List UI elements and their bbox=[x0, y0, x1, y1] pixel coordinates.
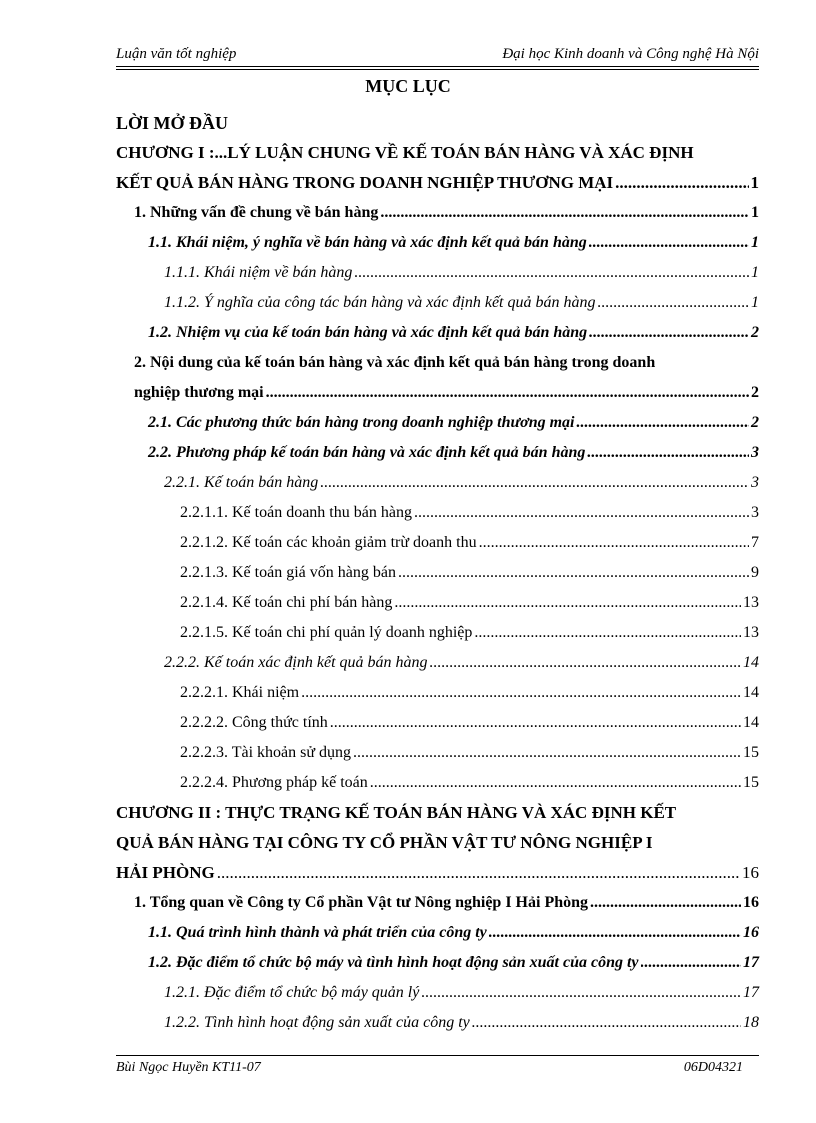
page-number: 16 bbox=[743, 894, 759, 911]
toc-section-2-2-2-1[interactable]: 2.2.2.1. Khái niệm ..... 14 bbox=[116, 678, 759, 708]
toc-section-2-2-2[interactable]: 2.2.2. Kế toán xác định kết quả bán hàng ..... 14 bbox=[116, 648, 759, 678]
dot-leader bbox=[587, 438, 749, 468]
dot-leader bbox=[598, 288, 750, 318]
dot-leader bbox=[354, 258, 749, 288]
toc-section-2-2-1-1[interactable]: 2.2.1.1. Kế toán doanh thu bán hàng ..... 3 bbox=[116, 498, 759, 528]
dot-leader bbox=[576, 408, 749, 438]
page-number: 15 bbox=[743, 744, 759, 761]
page-footer bbox=[116, 1060, 759, 1082]
dot-leader bbox=[380, 198, 749, 228]
toc-ch2-section-1-2[interactable]: 1.2. Đặc điểm tổ chức bộ máy và tình hình hoạt động sản xuất của công ty ..... 17 bbox=[116, 948, 759, 978]
toc-chapter-2-title-cont[interactable]: QUẢ BÁN HÀNG TẠI CÔNG TY CỔ PHẦN VẬT TƯ NÔNG NGHIỆP I bbox=[116, 833, 653, 852]
page-number: 17 bbox=[743, 984, 759, 1001]
page-number: 14 bbox=[743, 684, 759, 701]
toc-section-2[interactable]: 2. Nội dung của kế toán bán hàng và xác định kết quả bán hàng trong doanh bbox=[134, 354, 656, 371]
page-header bbox=[116, 44, 759, 68]
footer-student-id: 06D04321 bbox=[683, 1060, 743, 1075]
footer-rule bbox=[116, 1055, 759, 1056]
page-title: MỤC LỤC bbox=[365, 76, 451, 96]
header-left: Luận văn tốt nghiệp bbox=[116, 46, 237, 62]
toc-ch2-section-1[interactable]: 1. Tổng quan về Công ty Cổ phần Vật tư Nông nghiệp I Hải Phòng ..... 16 bbox=[116, 888, 759, 918]
dot-leader bbox=[472, 1008, 741, 1038]
page-number: 16 bbox=[743, 924, 759, 941]
dot-leader bbox=[217, 858, 740, 888]
toc-chapter-1-title-cont[interactable]: KẾT QUẢ BÁN HÀNG TRONG DOANH NGHIỆP THƯƠNG MẠI ..... 1 bbox=[116, 168, 759, 198]
toc-section-2-2-2-2[interactable]: 2.2.2.2. Công thức tính ..... 14 bbox=[116, 708, 759, 738]
dot-leader bbox=[589, 318, 749, 348]
page-number: 13 bbox=[743, 594, 759, 611]
page-number: 3 bbox=[751, 444, 759, 461]
toc-section-1-1[interactable]: 1.1. Khái niệm, ý nghĩa về bán hàng và xác định kết quả bán hàng ..... 1 bbox=[116, 228, 759, 258]
toc-section-2-2-1-4[interactable]: 2.2.1.4. Kế toán chi phí bán hàng ..... 13 bbox=[116, 588, 759, 618]
dot-leader bbox=[479, 528, 749, 558]
dot-leader bbox=[430, 648, 741, 678]
dot-leader bbox=[489, 918, 741, 948]
toc-intro[interactable]: LỜI MỞ ĐẦU bbox=[116, 113, 228, 133]
dot-leader bbox=[474, 618, 741, 648]
page-number: 13 bbox=[743, 624, 759, 641]
toc-section-1-2[interactable]: 1.2. Nhiệm vụ của kế toán bán hàng và xác định kết quả bán hàng ..... 2 bbox=[116, 318, 759, 348]
header-right: Đại học Kinh doanh và Công nghệ Hà Nội bbox=[502, 46, 759, 62]
toc-section-2-2-1[interactable]: 2.2.1. Kế toán bán hàng ..... 3 bbox=[116, 468, 759, 498]
page-number: 14 bbox=[743, 654, 759, 671]
toc-section-1[interactable]: 1. Những vấn đề chung về bán hàng ..... 1 bbox=[116, 198, 759, 228]
page-number: 2 bbox=[751, 414, 759, 431]
table-of-contents bbox=[116, 108, 759, 1038]
dot-leader bbox=[330, 708, 741, 738]
dot-leader bbox=[590, 888, 741, 918]
toc-section-2-2-2-3[interactable]: 2.2.2.3. Tài khoản sử dụng ..... 15 bbox=[116, 738, 759, 768]
page-number: 1 bbox=[751, 294, 759, 311]
page-number: 15 bbox=[743, 774, 759, 791]
toc-section-2-2-2-4[interactable]: 2.2.2.4. Phương pháp kế toán ..... 15 bbox=[116, 768, 759, 798]
dot-leader bbox=[370, 768, 741, 798]
dot-leader bbox=[414, 498, 749, 528]
dot-leader bbox=[398, 558, 749, 588]
dot-leader bbox=[301, 678, 741, 708]
toc-chapter-2-title-cont-2[interactable]: HẢI PHÒNG ..... 16 bbox=[116, 858, 759, 888]
page-number: 16 bbox=[742, 863, 759, 882]
toc-chapter-2-title[interactable]: CHƯƠNG II : THỰC TRẠNG KẾ TOÁN BÁN HÀNG VÀ XÁC ĐỊNH KẾT bbox=[116, 803, 677, 822]
dot-leader bbox=[615, 168, 748, 198]
dot-leader bbox=[320, 468, 749, 498]
toc-section-2-1[interactable]: 2.1. Các phương thức bán hàng trong doanh nghiệp thương mại ..... 2 bbox=[116, 408, 759, 438]
page-number: 1 bbox=[750, 173, 759, 192]
toc-section-2-2-1-3[interactable]: 2.2.1.3. Kế toán giá vốn hàng bán ..... 9 bbox=[116, 558, 759, 588]
toc-section-2-2-1-5[interactable]: 2.2.1.5. Kế toán chi phí quản lý doanh nghiệp ..... 13 bbox=[116, 618, 759, 648]
page-number: 14 bbox=[743, 714, 759, 731]
dot-leader bbox=[353, 738, 741, 768]
dot-leader bbox=[394, 588, 741, 618]
toc-section-2-cont[interactable]: nghiệp thương mại ..... 2 bbox=[116, 378, 759, 408]
page-number: 2 bbox=[751, 384, 759, 401]
toc-ch2-section-1-1[interactable]: 1.1. Quá trình hình thành và phát triển của công ty ..... 16 bbox=[116, 918, 759, 948]
toc-chapter-1-title[interactable]: CHƯƠNG I :...LÝ LUẬN CHUNG VỀ KẾ TOÁN BÁN HÀNG VÀ XÁC ĐỊNH bbox=[116, 143, 694, 162]
dot-leader bbox=[589, 228, 749, 258]
page-number: 17 bbox=[743, 954, 759, 971]
dot-leader bbox=[266, 378, 749, 408]
toc-ch2-section-1-2-1[interactable]: 1.2.1. Đặc điểm tổ chức bộ máy quản lý ..... 17 bbox=[116, 978, 759, 1008]
page-number: 1 bbox=[751, 264, 759, 281]
page-number: 3 bbox=[751, 504, 759, 521]
dot-leader bbox=[421, 978, 741, 1008]
toc-section-2-2[interactable]: 2.2. Phương pháp kế toán bán hàng và xác định kết quả bán hàng ..... 3 bbox=[116, 438, 759, 468]
dot-leader bbox=[641, 948, 741, 978]
toc-ch2-section-1-2-2[interactable]: 1.2.2. Tình hình hoạt động sản xuất của công ty ..... 18 bbox=[116, 1008, 759, 1038]
page-number: 1 bbox=[751, 204, 759, 221]
toc-section-2-2-1-2[interactable]: 2.2.1.2. Kế toán các khoản giảm trừ doanh thu ..... 7 bbox=[116, 528, 759, 558]
page-number: 18 bbox=[743, 1014, 759, 1031]
footer-author: Bùi Ngọc Huyền KT11-07 bbox=[116, 1060, 261, 1075]
page-number: 9 bbox=[751, 564, 759, 581]
header-rule bbox=[116, 66, 759, 70]
page-number: 1 bbox=[751, 234, 759, 251]
page-number: 3 bbox=[751, 474, 759, 491]
toc-section-1-1-2[interactable]: 1.1.2. Ý nghĩa của công tác bán hàng và xác định kết quả bán hàng ..... 1 bbox=[116, 288, 759, 318]
toc-section-1-1-1[interactable]: 1.1.1. Khái niệm về bán hàng ..... 1 bbox=[116, 258, 759, 288]
page-number: 7 bbox=[751, 534, 759, 551]
page-number: 2 bbox=[751, 324, 759, 341]
